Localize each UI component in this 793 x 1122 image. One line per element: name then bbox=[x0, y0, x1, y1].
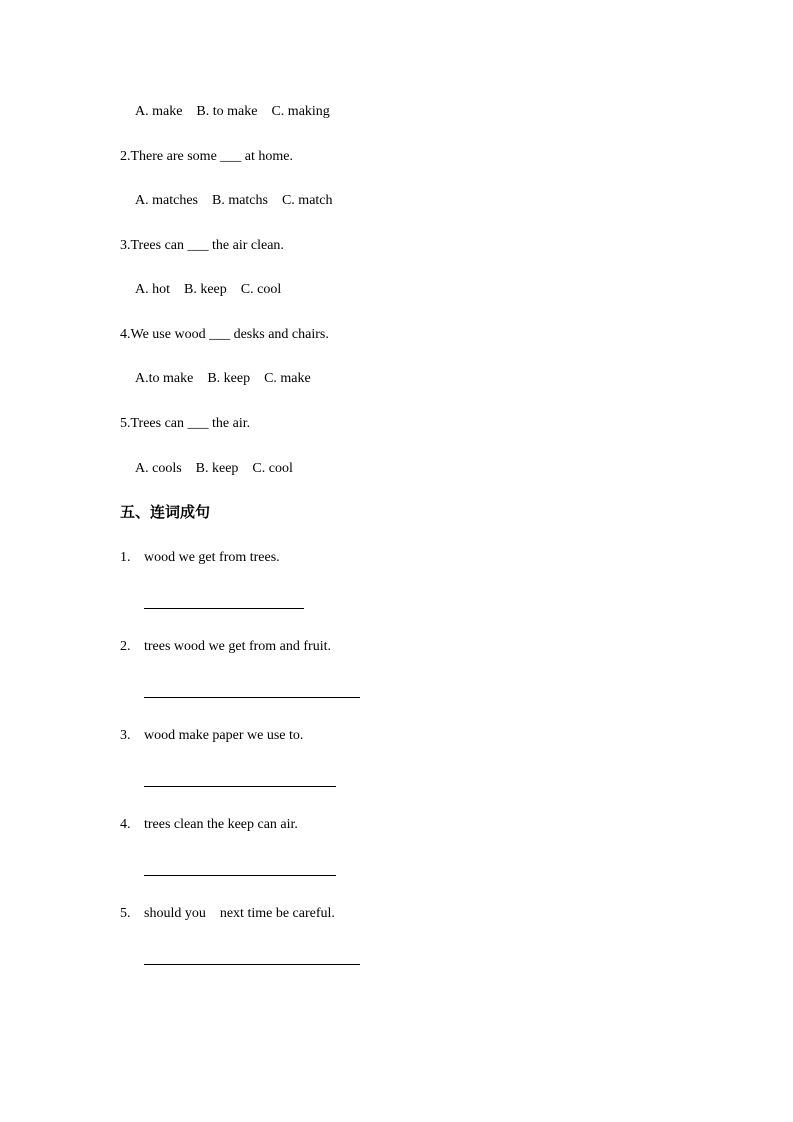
answer-blank-line bbox=[144, 875, 336, 876]
item-number: 1. bbox=[120, 550, 131, 565]
scrambled-words: trees wood we get from and fruit. bbox=[144, 639, 331, 654]
answer-blank-line bbox=[144, 608, 304, 609]
item-number: 2. bbox=[120, 639, 131, 654]
question-4-stem: 4.We use wood ___ desks and chairs. bbox=[120, 327, 329, 342]
scrambled-words: trees clean the keep can air. bbox=[144, 817, 298, 832]
scrambled-words: wood make paper we use to. bbox=[144, 728, 304, 743]
question-5-options: A. cools B. keep C. cool bbox=[135, 461, 293, 476]
scrambled-words: wood we get from trees. bbox=[144, 550, 280, 565]
answer-blank-line bbox=[144, 786, 336, 787]
question-3-stem: 3.Trees can ___ the air clean. bbox=[120, 238, 284, 253]
question-4-options: A.to make B. keep C. make bbox=[135, 371, 311, 386]
question-1-options: A. make B. to make C. making bbox=[135, 104, 330, 119]
question-2-stem: 2.There are some ___ at home. bbox=[120, 149, 293, 164]
item-number: 5. bbox=[120, 906, 131, 921]
item-number: 3. bbox=[120, 728, 131, 743]
item-number: 4. bbox=[120, 817, 131, 832]
scrambled-words: should you next time be careful. bbox=[144, 906, 335, 921]
question-3-options: A. hot B. keep C. cool bbox=[135, 282, 282, 297]
question-5-stem: 5.Trees can ___ the air. bbox=[120, 416, 251, 431]
answer-blank-line bbox=[144, 964, 360, 965]
answer-blank-line bbox=[144, 697, 360, 698]
question-2-options: A. matches B. matchs C. match bbox=[135, 193, 333, 208]
section-5-heading: 五、连词成句 bbox=[120, 503, 211, 521]
